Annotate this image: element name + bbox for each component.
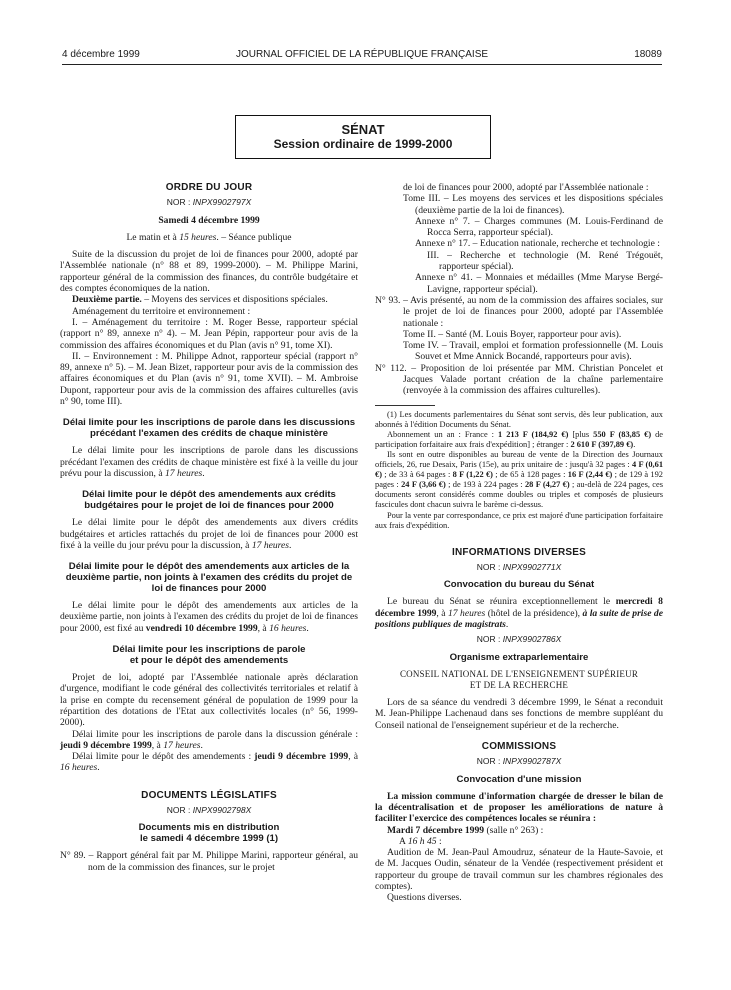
commissions-title: COMMISSIONS [481,741,557,753]
footnote-tarifs: Ils sont en outre disponibles au bureau de vente de la Direction des Journaux officiels, 26, rue Desaix, Paris (15e), au prix unitaire de : jusqu'à 32 pages : 4 F (0,61 €) ; de 33 à 64 pages : 8 F (1,22 €) ; de 65 à 128 pages : 16 F (2,44 €) ; de 129 à 192 pages : 24 F (3,66 €) ; de 193 à 224 pages : 28 F (4,27 €) ; au-delà de 224 pages, ces documents seront considérés comme doubles ou triples et composés de plusieurs fascicules dont chacun suivra le barème ci-dessus. [375,450,664,510]
para-amenagement: Aménagement du territoire et environnement : [72,305,251,317]
info-nor: NOR : INPX9902771X [476,562,562,573]
footnote-1: (1) Les documents parlementaires du Sénat sont servis, dès leur publication, aux abonnés à l'édition Documents du Sénat. [375,409,663,429]
day-heading: Samedi 4 décembre 1999 [158,214,260,226]
para-delai-2: Le délai limite pour le dépôt des amendements aux divers crédits budgétaires et articles rattachés du projet de loi de finances pour 2000 est fixé à la veille du jour prévu pour la discussion, à 17 heures. [60,517,358,551]
para-delai-3: Le délai limite pour le dépôt des amendements aux articles de la deuxième partie, non joints à l'examen des crédits du projet de loi de finances pour 2000, est fixé au vendredi 10 décembre 1999, à 16 heures. [60,600,358,634]
para-mardi: Mardi 7 décembre 1999 (salle n° 263) : [387,824,544,836]
right-column [375,182,663,904]
para-tome-2: Tome II. – Santé (M. Louis Boyer, rapporteur pour avis). [403,328,622,340]
footnote-vente: Pour la vente par correspondance, ce prix est majoré d'une participation forfaitaire aux frais d'expédition. [375,510,663,530]
para-recherche: III. – Recherche et technologie (M. René Trégouët, rapporteur spécial). [427,249,663,273]
documents-subheading: Documents mis en distribution le samedi 4 décembre 1999 (1) [138,822,280,845]
para-annexe-17: Annexe n° 17. – Education nationale, recherche et technologie : [415,238,660,250]
heading-delai-3: Délai limite pour le dépôt des amendements aux articles de la deuxième partie, non joints à l'examen des crédits du projet de loi de finances pour 2000 [65,561,353,595]
para-delai-1: Le délai limite pour les inscriptions de parole dans les discussions précédant l'examen des crédits de chaque ministère est fixé à la veille du jour prévu pour la discussion, à 17 heures. [60,445,358,479]
header-journal-title: JOURNAL OFFICIEL DE LA RÉPUBLIQUE FRANÇAISE [235,49,489,60]
para-tome-4: Tome IV. – Travail, emploi et formation professionnelle (M. Louis Souvet et Mme Annick Bocandé, rapporteurs pour avis). [403,340,663,363]
left-column [60,182,358,873]
heading-delai-1: Délai limite pour les inscriptions de parole dans les discussions précédant l'examen des crédits de chaque ministère [62,417,356,440]
para-tome-3: Tome III. – Les moyens des services et les dispositions spéciales (deuxième partie de la loi de finances). [403,193,663,216]
convocation-mission-heading: Convocation d'une mission [456,773,582,785]
para-cnesr: Lors de sa séance du vendredi 3 décembre 1999, le Sénat a reconduit M. Jean-Philippe Lachenaud dans ses fonctions de membre suppléant du Conseil national de l'enseignement supérieur et de la recherche. [375,697,663,731]
para-delai-amendements: Délai limite pour le dépôt des amendements : jeudi 9 décembre 1999, à 16 heures. [60,751,358,774]
para-n93: N° 93. – Avis présenté, au nom de la commission des affaires sociales, sur le projet de loi de finances pour 2000, adopté par l'Assemblée nationale : [375,294,663,329]
heading-delai-2: Délai limite pour le dépôt des amendements aux crédits budgétaires pour le projet de loi de finances pour 2000 [82,489,336,512]
comm-nor: NOR : INPX9902787X [476,756,562,767]
cnesr-heading: CONSEIL NATIONAL DE L'ENSEIGNEMENT SUPÉRIEUR ET DE LA RECHERCHE [399,668,639,690]
header-date: 4 décembre 1999 [62,49,140,60]
para-audition: Audition de M. Jean-Paul Amoudruz, sénateur de la Haute-Savoie, et de M. Jacques Oudin, sénateur de la Vendée (respectivement président et rapporteur du groupe de travail commun sur les chambres régionales des comptes). [375,847,663,892]
para-suite-discussion: Suite de la discussion du projet de loi de finances pour 2000, adopté par l'Assemblée nationale (n° 88 et 89, 1999-2000). – M. Philippe Marini, rapporteur général de la commission des finances, du contrôle budgétaire et des comptes économiques de la nation. [60,249,358,295]
para-a-heure: A 16 h 45 : [399,835,442,847]
para-item-2: II. – Environnement : M. Philippe Adnot, rapporteur spécial (rapport n° 89, annexe n° 5). – M. Jean Bizet, rapporteur pour avis de la commission des affaires économiques et du Plan (avis n° 91, tome XVII). – M. Ambroise Dupont, rapporteur pour avis de la commission des affaires culturelles (avis n° 90, tome III). [60,350,358,408]
para-n89: N° 89. – Rapport général fait par M. Philippe Marini, rapporteur général, au nom de la commission des finances, sur le projet [60,850,358,873]
para-delai-parole: Délai limite pour les inscriptions de parole dans la discussion générale : jeudi 9 décembre 1999, à 17 heures. [60,728,358,751]
informations-diverses-title: INFORMATIONS DIVERSES [451,546,587,558]
seance-line: Le matin et à 15 heures. – Séance publique [126,231,292,243]
header-page-number: 18089 [634,49,662,60]
para-item-1: I. – Aménagement du territoire : M. Roger Besse, rapporteur spécial (rapport n° 89, annexe n° 4). – M. Jean Pépin, rapporteur pour avis de la commission des affaires économiques et du Plan (avis n° 91, tome XI). [60,316,358,351]
convocation-bureau-heading: Convocation du bureau du Sénat [443,579,595,591]
para-deuxieme-partie: Deuxième partie. – Moyens des services et dispositions spéciales. [72,294,328,306]
para-mission: La mission commune d'information chargée de dresser le bilan de la décentralisation et de proposer les améliorations de nature à faciliter l'exercice des compétences locales se réunira : [375,790,663,825]
para-annexe-41: Annexe n° 41. – Monnaies et médailles (Mme Maryse Bergé-Lavigne, rapporteur spécial). [415,272,663,295]
heading-delai-4: Délai limite pour les inscriptions de parole et pour le dépôt des amendements [112,644,306,667]
para-n112: N° 112. – Proposition de loi présentée par MM. Christian Poncelet et Jacques Valade portant création de la chaîne parlementaire (renvoyée à la commission des affaires culturelles). [375,362,663,397]
header-rule [62,64,662,65]
organisme-heading: Organisme extraparlementaire [449,651,589,663]
footnotes [375,410,663,531]
footnote-abonnement: Abonnement un an : France : 1 213 F (184,92 €) [plus 550 F (83,85 €) de participation forfaitaire aux frais d'expédition] ; étranger : 2 610 F (397,89 €). [375,429,664,449]
para-questions: Questions diverses. [387,892,462,904]
title-box [235,115,491,159]
para-projet-loi: Projet de loi, adopté par l'Assemblée nationale après déclaration d'urgence, modifiant le code général des collectivités territoriales et relatif à la prise en compte du recensement général de population de 1999 pour la répartition des dotations de l'Etat aux collectivités locales (n° 56, 1999-2000). [60,672,358,729]
footnote-rule [375,405,435,406]
documents-nor: NOR : INPX9902798X [166,804,252,815]
title-senat: SÉNAT [341,122,385,137]
para-n89-cont: de loi de finances pour 2000, adopté par l'Assemblée nationale : [403,182,649,193]
page-header [62,49,662,63]
documents-legislatifs-title: DOCUMENTS LÉGISLATIFS [141,789,277,801]
ordre-nor: NOR : INPX9902797X [166,197,252,208]
org-nor: NOR : INPX9902786X [476,634,562,645]
ordre-du-jour-title: ORDRE DU JOUR [165,182,253,193]
para-annexe-7: Annexe n° 7. – Charges communes (M. Louis-Ferdinand de Rocca Serra, rapporteur spécial). [415,215,663,239]
title-session: Session ordinaire de 1999-2000 [273,137,453,151]
para-bureau: Le bureau du Sénat se réunira exceptionnellement le mercredi 8 décembre 1999, à 17 heures (hôtel de la présidence), à la suite de prise de positions publiques de magistrats. [375,596,663,630]
